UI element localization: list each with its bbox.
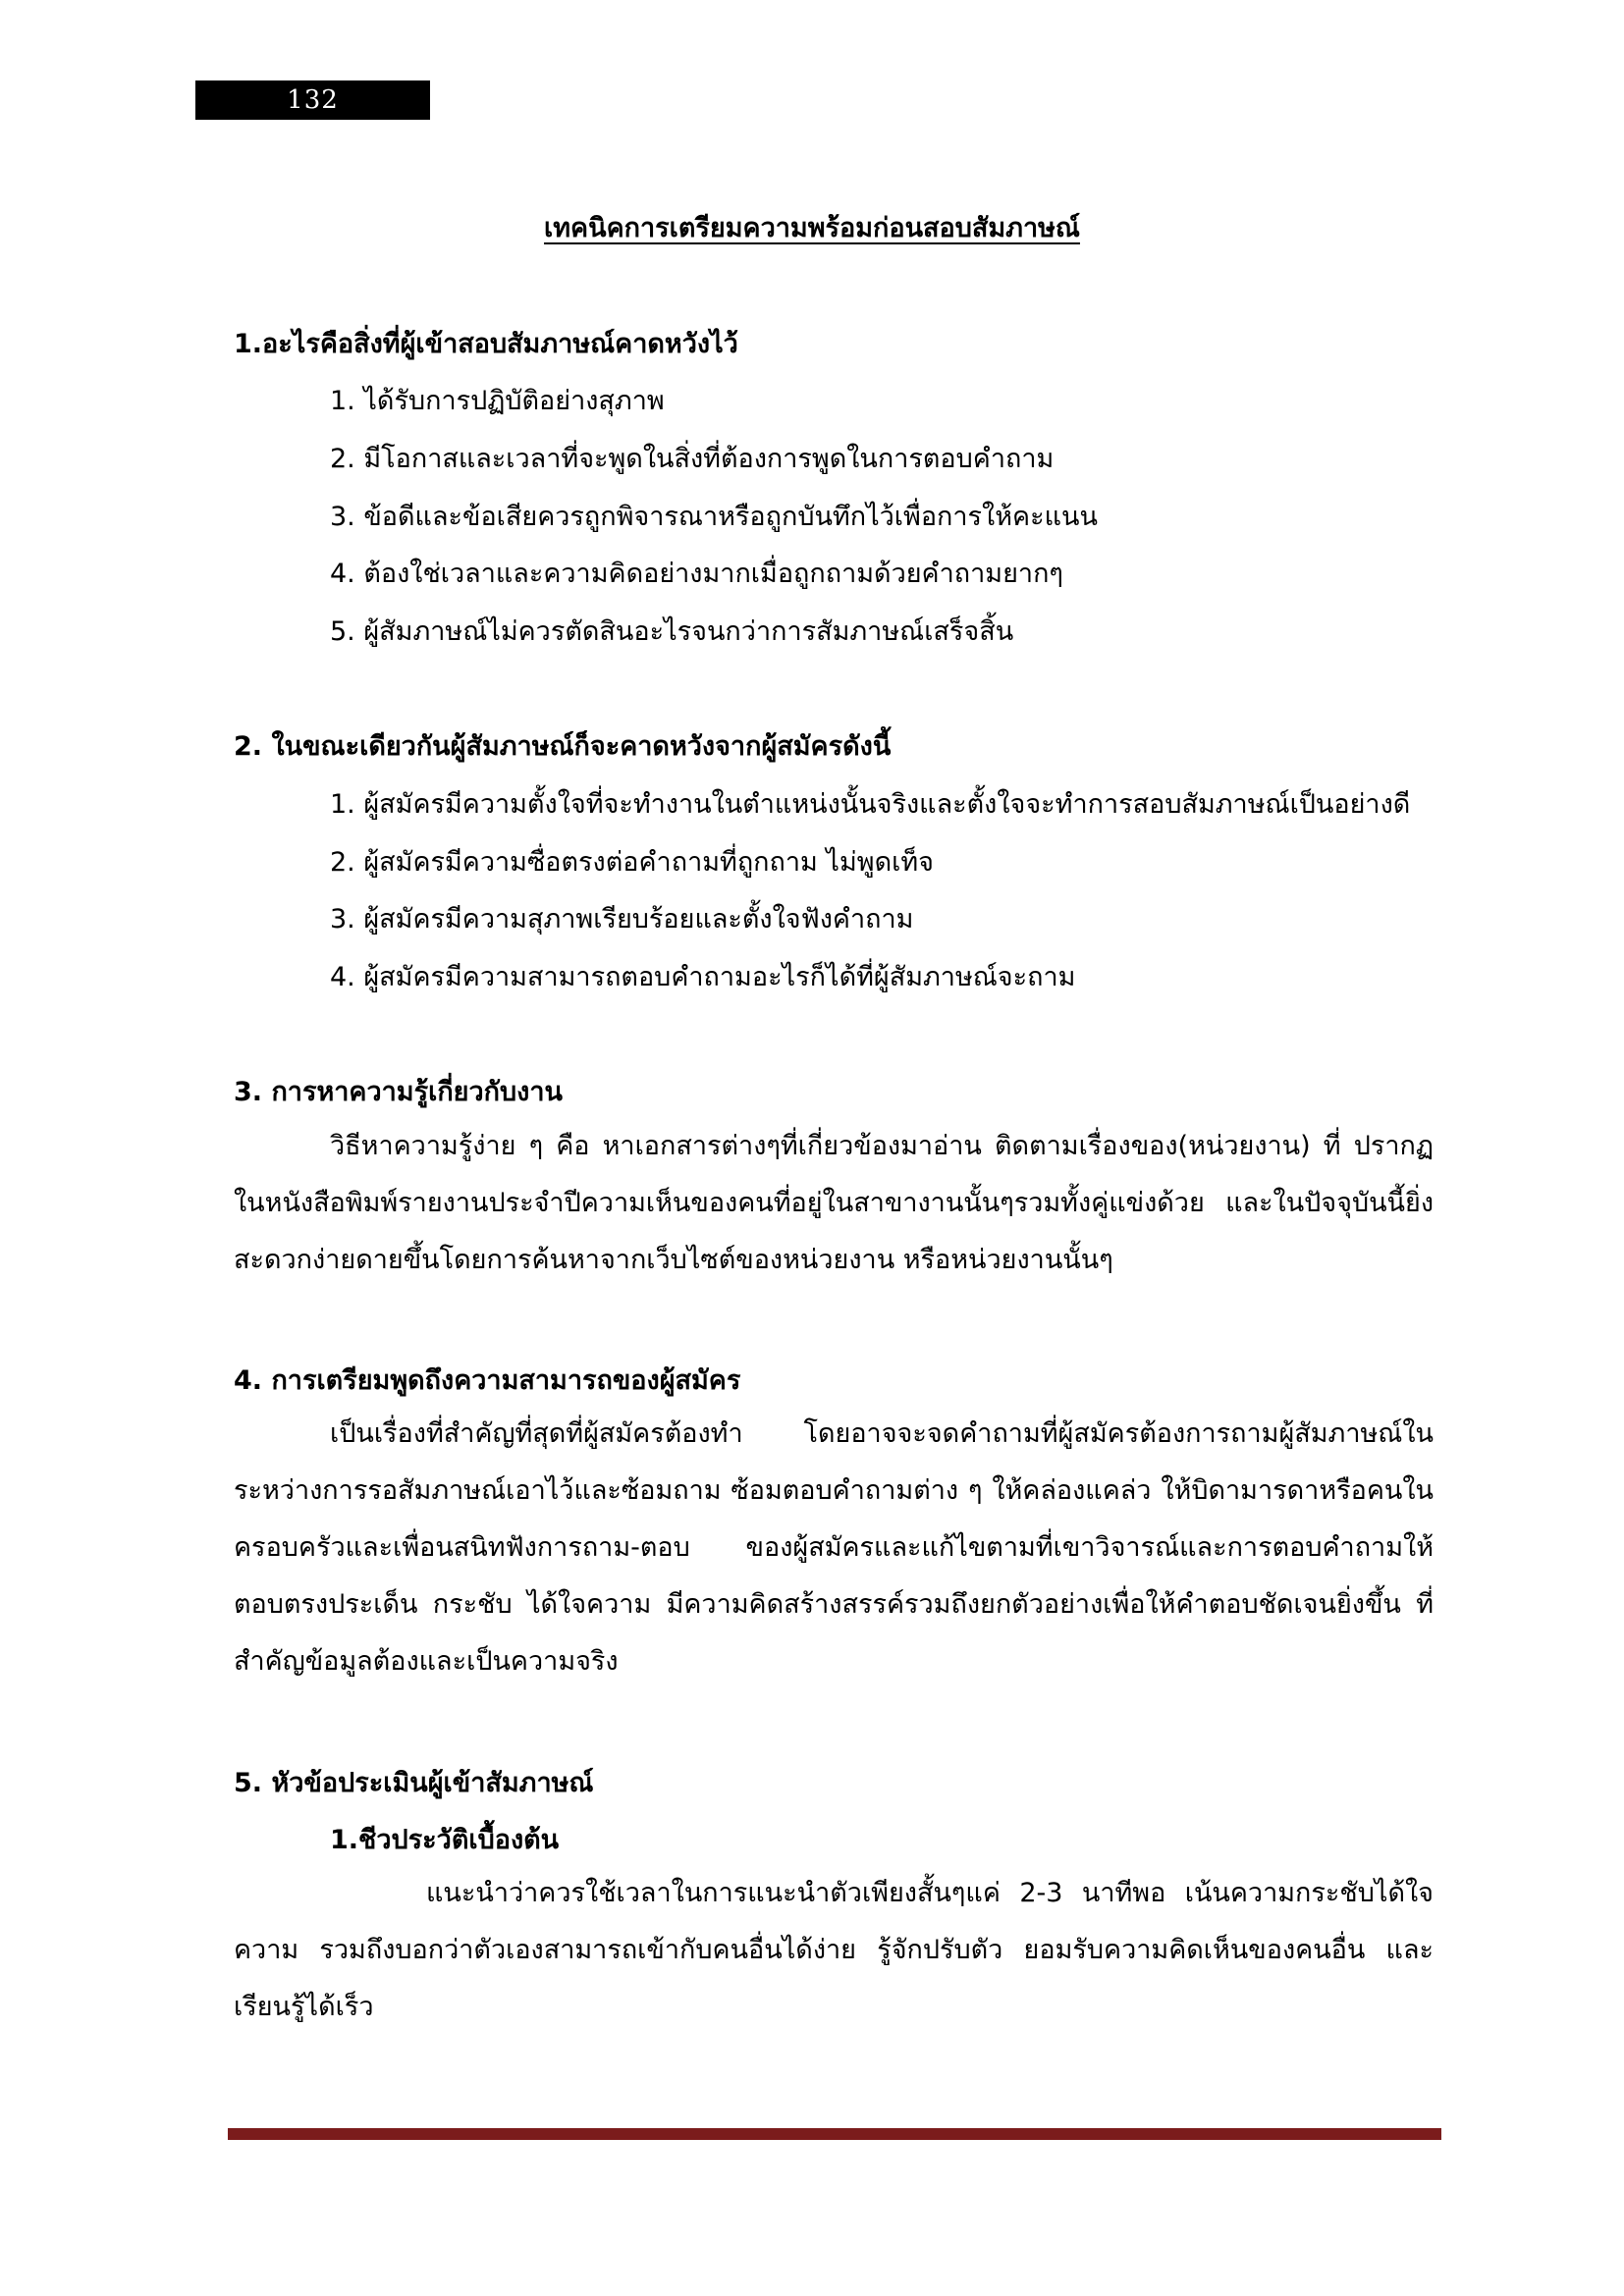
footer-rule: [228, 2128, 1441, 2140]
page-number: 132: [287, 85, 339, 115]
paragraph-text: แนะนำว่าควรใช้เวลาในการแนะนำตัวเพียงสั้นๆแค่ 2-3 นาทีพอ เน้นความกระชับได้ใจความ รวมถึงบอกว่าตัวเองสามารถเข้ากับคนอื่นได้ง่าย รู้จักปรับตัว ยอมรับความคิดเห็นของคนอื่น และเรียนรู้ได้เร็ว: [234, 1878, 1434, 2022]
section-4-paragraph: [234, 1406, 1434, 1690]
list-item: 2. มีโอกาสและเวลาที่จะพูดในสิ่งที่ต้องการพูดในการตอบคำถาม: [330, 444, 1055, 474]
list-item: 5. ผู้สัมภาษณ์ไม่ควรตัดสินอะไรจนกว่าการสัมภาษณ์เสร็จสิ้น: [330, 616, 1014, 647]
list-item: 1. ผู้สมัครมีความตั้งใจที่จะทำงานในตำแหน่งนั้นจริงและตั้งใจจะทำการสอบสัมภาษณ์เป็นอย่างดี: [330, 789, 1411, 820]
section-1-heading: 1.อะไรคือสิ่งที่ผู้เข้าสอบสัมภาษณ์คาดหวังไว้: [234, 329, 738, 359]
list-item: 1. ได้รับการปฏิบัติอย่างสุภาพ: [330, 386, 665, 416]
page-number-box: [195, 80, 430, 120]
document-title: เทคนิคการเตรียมความพร้อมก่อนสอบสัมภาษณ์: [544, 213, 1080, 243]
section-5-subheading: 1.ชีวประวัติเบื้องต้น: [330, 1825, 560, 1855]
paragraph-text: วิธีหาความรู้ง่าย ๆ คือ หาเอกสารต่างๆที่เกี่ยวข้องมาอ่าน ติดตามเรื่องของ(หน่วยงาน) ที่ ปรากฏในหนังสือพิมพ์รายงานประจำปีความเห็นของคนที่อยู่ในสาขางานนั้นๆรวมทั้งคู่แข่งด้วย และในปัจจุบันนี้ยิ่งสะดวกง่ายดายขึ้นโดยการค้นหาจากเว็บไซต์ของหน่วยงาน หรือหน่วยงานนั้นๆ: [234, 1131, 1434, 1275]
section-3-heading: 3. การหาความรู้เกี่ยวกับงาน: [234, 1077, 563, 1107]
section-5-heading: 5. หัวข้อประเมินผู้เข้าสัมภาษณ์: [234, 1768, 594, 1798]
list-item: 4. ผู้สมัครมีความสามารถตอบคำถามอะไรก็ได้ที่ผู้สัมภาษณ์จะถาม: [330, 962, 1076, 992]
list-item: 2. ผู้สมัครมีความซื่อตรงต่อคำถามที่ถูกถาม ไม่พูดเท็จ: [330, 847, 934, 878]
list-item: 3. ผู้สมัครมีความสุภาพเรียบร้อยและตั้งใจฟังคำถาม: [330, 904, 914, 934]
section-4-heading: 4. การเตรียมพูดถึงความสามารถของผู้สมัคร: [234, 1365, 741, 1396]
list-item: 4. ต้องใช่เวลาและความคิดอย่างมากเมื่อถูกถามด้วยคำถามยากๆ: [330, 559, 1063, 589]
list-item: 3. ข้อดีและข้อเสียควรถูกพิจารณาหรือถูกบันทึกไว้เพื่อการให้คะแนน: [330, 502, 1098, 532]
section-5-paragraph: [234, 1865, 1434, 2036]
paragraph-text: เป็นเรื่องที่สำคัญที่สุดที่ผู้สมัครต้องทำ โดยอาจจะจดคำถามที่ผู้สมัครต้องการถามผู้สัมภาษณ์ในระหว่างการรอสัมภาษณ์เอาไว้และซ้อมถาม ซ้อมตอบคำถามต่าง ๆ ให้คล่องแคล่ว ให้บิดามารดาหรือคนในครอบครัวและเพื่อนสนิทฟังการถาม-ตอบ ของผู้สมัครและแก้ไขตามที่เขาวิจารณ์และการตอบคำถามให้ตอบตรงประเด็น กระชับ ได้ใจความ มีความคิดสร้างสรรค์รวมถึงยกตัวอย่างเพื่อให้คำตอบชัดเจนยิ่งขึ้น ที่สำคัญข้อมูลต้องและเป็นความจริง: [234, 1418, 1434, 1677]
section-3-paragraph: [234, 1118, 1434, 1289]
section-2-heading: 2. ในขณะเดียวกันผู้สัมภาษณ์ก็จะคาดหวังจากผู้สมัครดังนี้: [234, 731, 892, 762]
